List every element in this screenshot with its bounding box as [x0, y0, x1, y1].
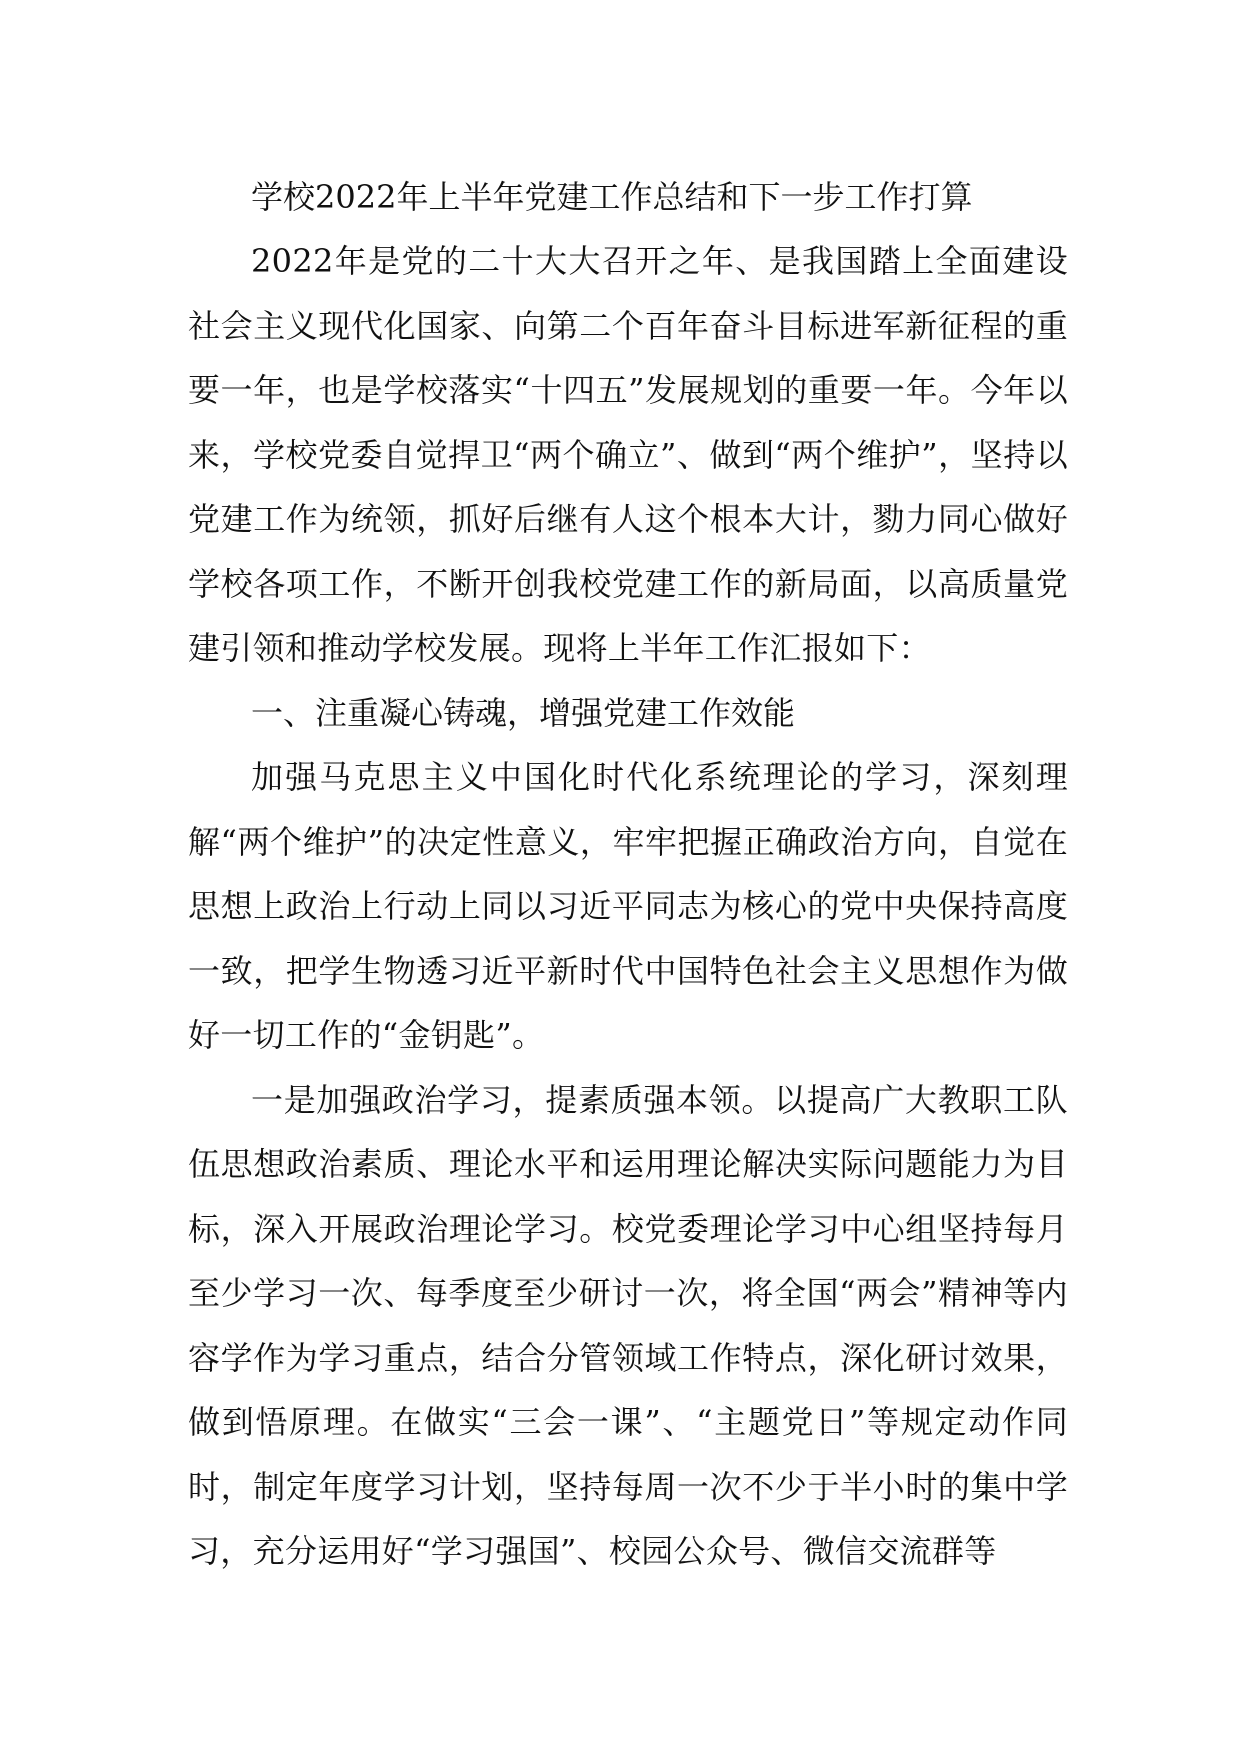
- section-1-paragraph-2: 一是加强政治学习，提素质强本领。以提高广大教职工队伍思想政治素质、理论水平和运用理论解决实际问题能力为目标，深入开展政治理论学习。校党委理论学习中心组坚持每月至少学习一次、每季度至少研讨一次，将全国“两会”精神等内容学作为学习重点，结合分管领域工作特点，深化研讨效果，做到悟原理。在做实“三会一课”、“主题党日”等规定动作同时，制定年度学习计划，坚持每周一次不少于半小时的集中学习，充分运用好“学习强国”、校园公众号、微信交流群等: [188, 1080, 1068, 1570]
- section-heading-1: 一、注重凝心铸魂，增强党建工作效能: [251, 693, 796, 732]
- section-1-paragraph-1: 加强马克思主义中国化时代化系统理论的学习，深刻理解“两个维护”的决定性意义，牢牢把握正确政治方向，自觉在思想上政治上行动上同以习近平同志为核心的党中央保持高度一致，把学生物透习近平新时代中国特色社会主义思想作为做好一切工作的“金钥匙”。: [188, 758, 1068, 1054]
- document-title: 学校2022年上半年党建工作总结和下一步工作打算: [251, 178, 973, 216]
- document-body: [188, 166, 1068, 1584]
- intro-paragraph: 2022年是党的二十大大召开之年、是我国踏上全面建设社会主义现代化国家、向第二个百年奋斗目标进军新征程的重要一年，也是学校落实“十四五”发展规划的重要一年。今年以来，学校党委自觉捍卫“两个确立”、做到“两个维护”，坚持以党建工作为统领，抓好后继有人这个根本大计，勠力同心做好学校各项工作，不断开创我校党建工作的新局面，以高质量党建引领和推动学校发展。现将上半年工作汇报如下：: [188, 242, 1068, 667]
